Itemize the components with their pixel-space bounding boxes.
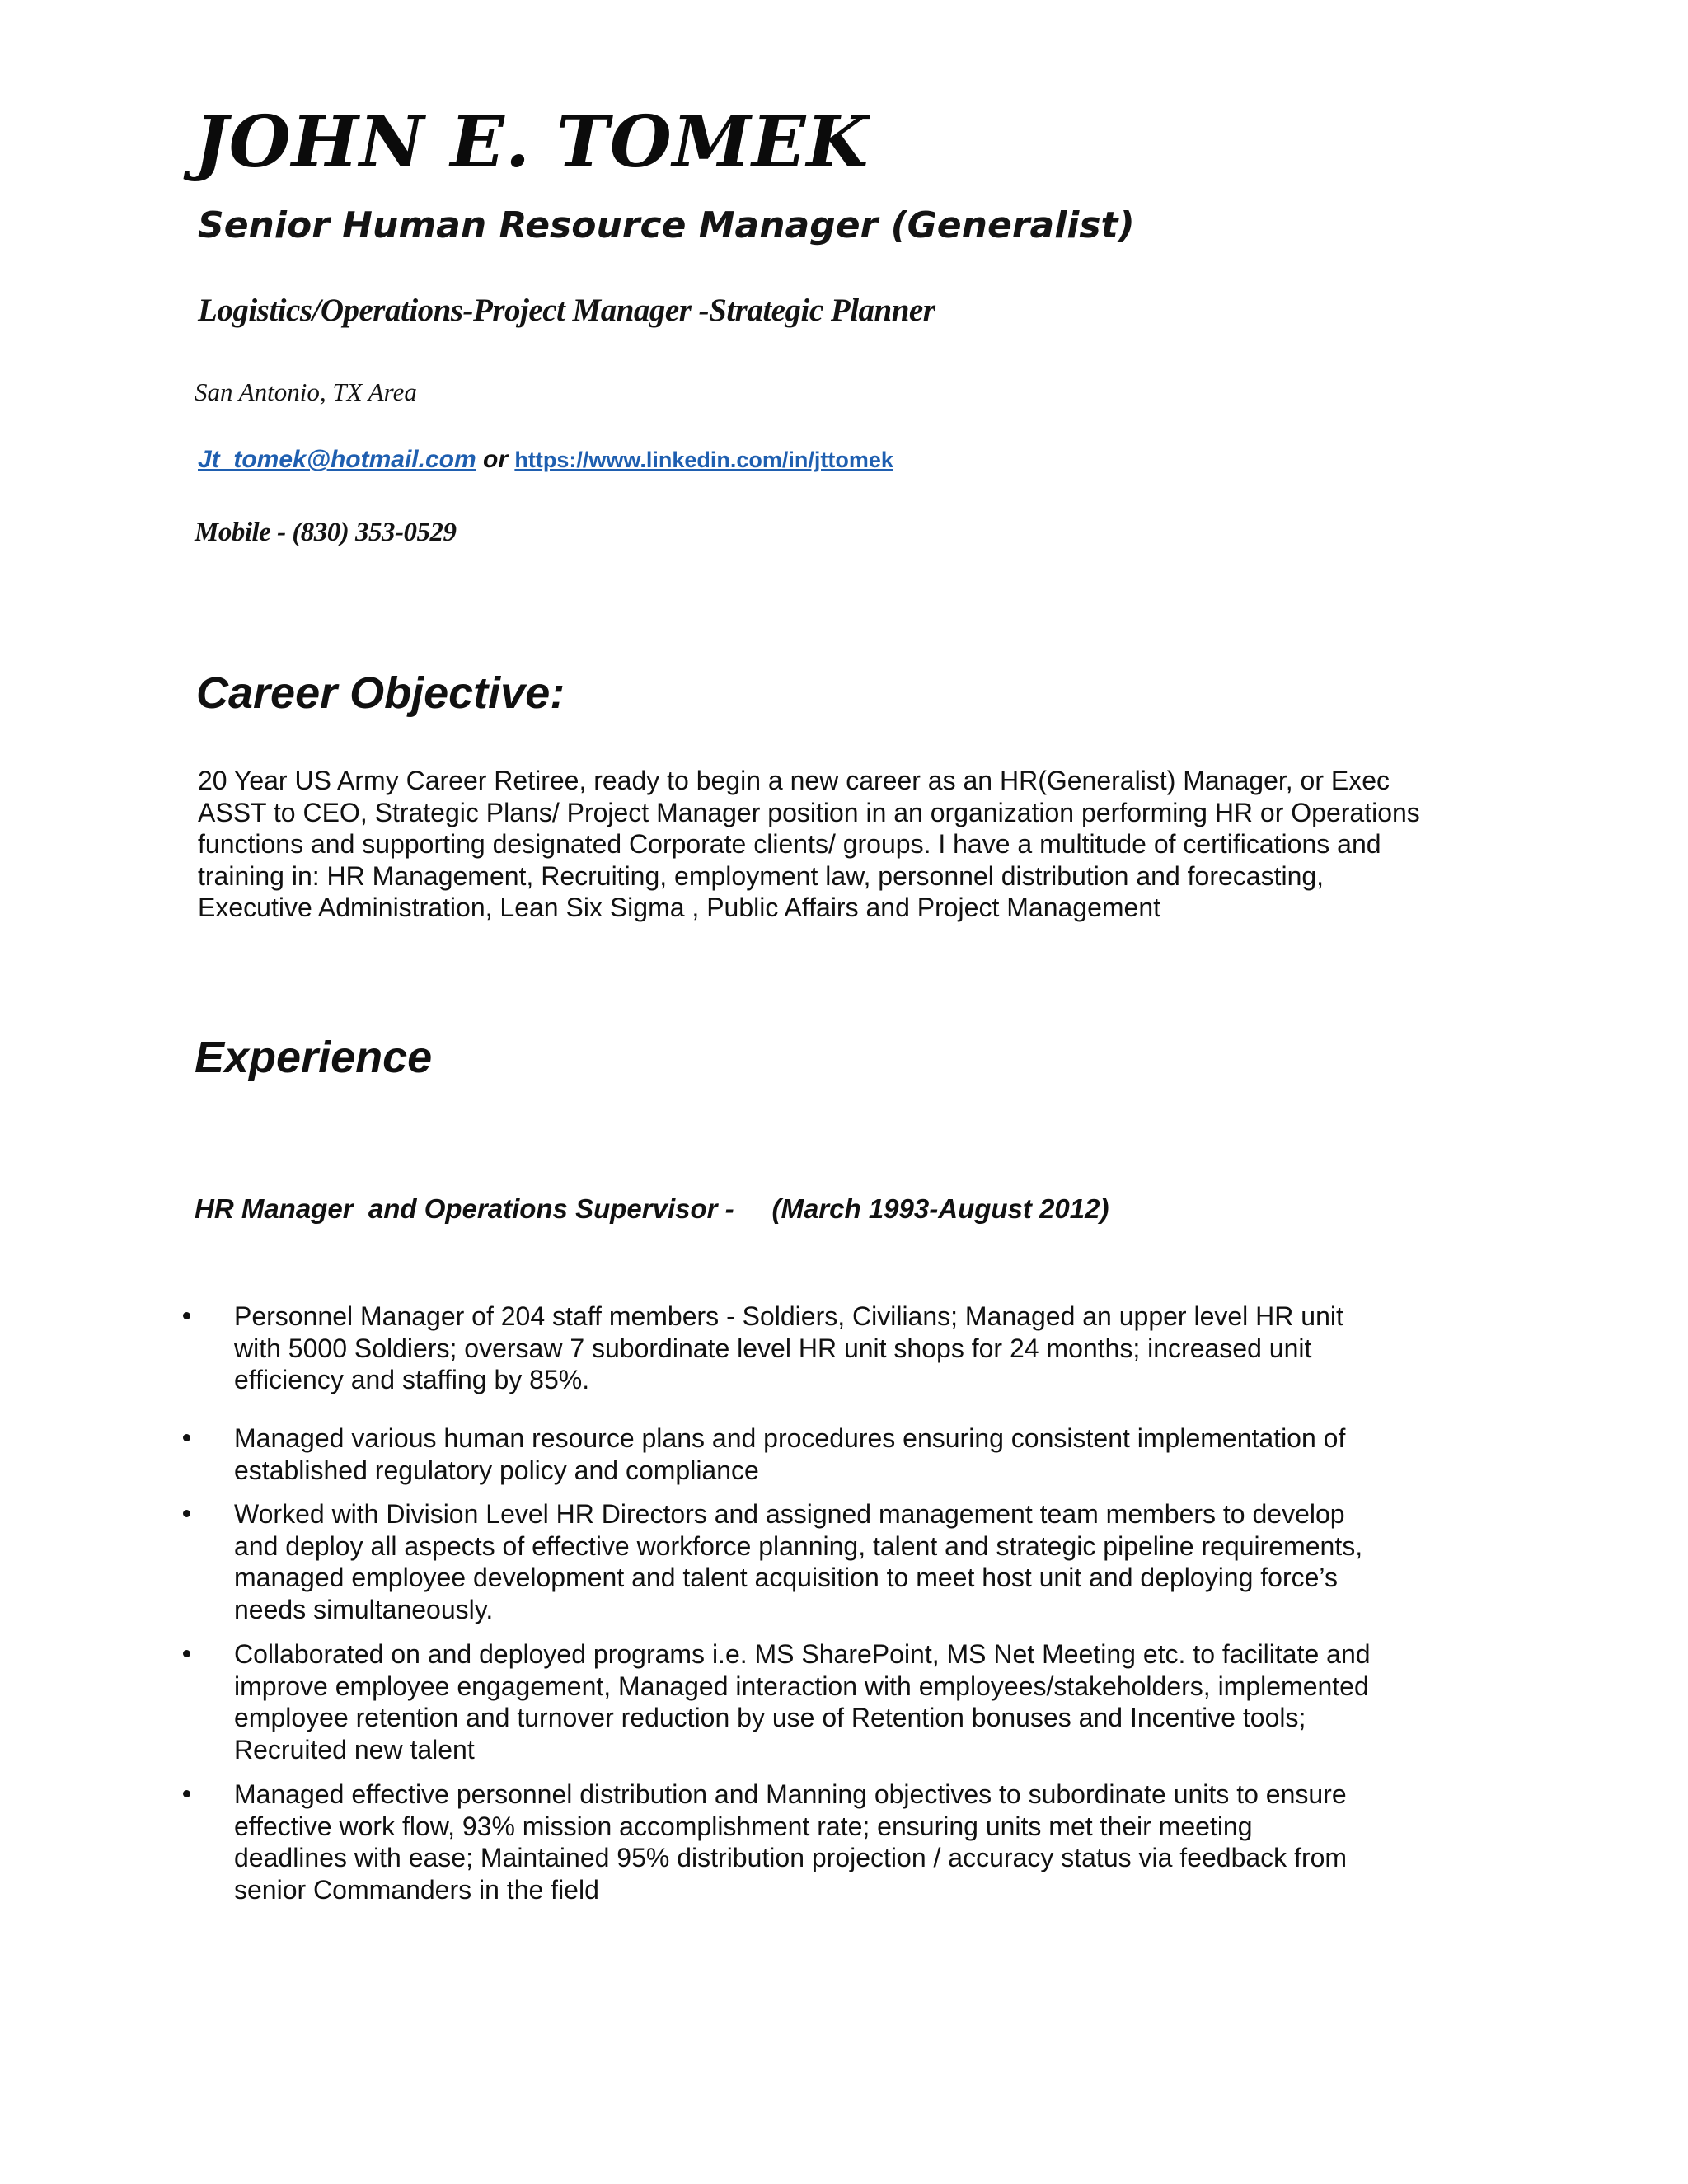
bullet-line: employee retention and turnover reduction by use of Retention bonuses and Incentive tools;: [234, 1703, 1306, 1732]
bullet-line: improve employee engagement, Managed interaction with employees/stakeholders, implemented: [234, 1671, 1369, 1701]
bullet-line: Personnel Manager of 204 staff members - Soldiers, Civilians; Managed an upper level HR unit: [234, 1301, 1343, 1331]
job-headline: Senior Human Resource Manager (Generalist): [198, 204, 1135, 246]
bullet-text: [234, 1301, 1343, 1396]
bullet-icon: [183, 1434, 190, 1441]
objective-line: Executive Administration, Lean Six Sigma , Public Affairs and Project Management: [198, 893, 1161, 922]
bullet-icon: [183, 1312, 190, 1319]
bullet-line: established regulatory policy and compliance: [234, 1455, 759, 1485]
experience-heading: Experience: [195, 1033, 433, 1082]
objective-line: functions and supporting designated Corporate clients/ groups. I have a multitude of certifications and: [198, 829, 1381, 859]
linkedin-link[interactable]: https://www.linkedin.com/in/jttomek: [514, 448, 893, 472]
bullet-line: effective work flow, 93% mission accomplishment rate; ensuring units met their meeting: [234, 1811, 1253, 1841]
bullet-line: Managed effective personnel distribution and Manning objectives to subordinate units to ensure: [234, 1779, 1347, 1809]
bullet-line: deadlines with ease; Maintained 95% distribution projection / accuracy status via feedback from: [234, 1843, 1348, 1872]
contact-line: [198, 446, 893, 474]
location-text: San Antonio, TX Area: [195, 377, 417, 406]
bullet-line: and deploy all aspects of effective workforce planning, talent and strategic pipeline requirements,: [234, 1530, 1363, 1561]
objective-line: training in: HR Management, Recruiting, employment law, personnel distribution and forecasting,: [198, 860, 1325, 891]
career-objective-text: [198, 765, 1484, 924]
bullet-line: with 5000 Soldiers; oversaw 7 subordinate level HR unit shops for 24 months; increased unit: [234, 1333, 1312, 1363]
bullet-icon: [183, 1790, 190, 1797]
bullet-text: [234, 1422, 1345, 1486]
or-separator: or: [483, 446, 509, 473]
objective-line: ASST to CEO, Strategic Plans/ Project Manager position in an organization performing HR or Operations: [198, 797, 1420, 827]
bullet-text: [234, 1779, 1347, 1905]
bullet-line: managed employee development and talent acquisition to meet host unit and deploying force’s: [234, 1563, 1338, 1592]
job-title: HR Manager and Operations Supervisor - (March 1993-August 2012): [195, 1193, 1109, 1224]
bullet-icon: [183, 1650, 190, 1657]
bullet-text: [234, 1638, 1371, 1765]
bullet-line: needs simultaneously.: [234, 1594, 494, 1624]
objective-line: 20 Year US Army Career Retiree, ready to begin a new career as an HR(Generalist) Manager, or Exec: [198, 766, 1390, 795]
bullet-line: Recruited new talent: [234, 1734, 475, 1765]
career-objective-heading: Career Objective:: [196, 668, 565, 718]
bullet-line: Managed various human resource plans and procedures ensuring consistent implementation of: [234, 1423, 1346, 1453]
bullet-text: [234, 1498, 1362, 1625]
candidate-name: JOHN E. TOMEK: [195, 101, 870, 184]
bullet-line: Collaborated on and deployed programs i.e. MS SharePoint, MS Net Meeting etc. to facilitate and: [234, 1639, 1371, 1669]
specialties-line: Logistics/Operations-Project Manager -Strategic Planner: [198, 293, 935, 328]
email-link[interactable]: Jt_tomek@hotmail.com: [198, 446, 476, 473]
bullet-icon: [183, 1510, 190, 1517]
mobile-phone: Mobile - (830) 353-0529: [195, 518, 457, 547]
bullet-line: senior Commanders in the field: [234, 1874, 599, 1905]
bullet-line: Worked with Division Level HR Directors and assigned management team members to develop: [234, 1499, 1345, 1529]
bullet-line: efficiency and staffing by 85%.: [234, 1365, 590, 1394]
